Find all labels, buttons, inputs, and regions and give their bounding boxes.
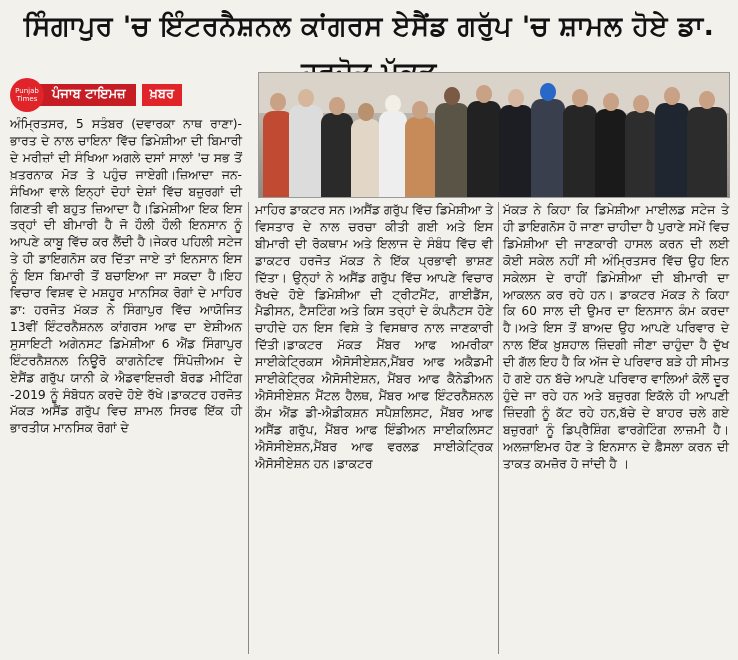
article-column-2: ਮਾਹਿਰ ਡਾਕਟਰ ਸਨ।ਅਸੈਂਡ ਗਰੁੱਪ ਵਿੱਚ ਡਿਮੇਸ਼ੀਆ ਤੇ ਵਿਸਤਾਰ ਦੇ ਨਾਲ ਚਰਚਾ ਕੀਤੀ ਗਈ ਅਤੇ ਇਸ ਬੀਮਾਰੀ ਦੀ ਰੋਕਥਾਮ ਅਤੇ ਇਲਾਜ ਦੇ ਸੰਬੰਧ ਵਿੱਚ ਵੀ ਡਾਕਟਰ ਹਰਜੋਤ ਮੱਕੜ ਨੇ ਇੱਕ ਪ੍ਰਭਾਵੀ ਭਾਸ਼ਣ ਦਿੱਤਾ। ਉਨ੍ਹਾਂ ਨੇ ਅਸੈਂਡ ਗਰੁੱਪ ਵਿੱਚ ਆਪਣੇ ਵਿਚਾਰ ਰੱਖਦੇ ਹੋਏ ਡਿਮੇਸ਼ੀਆ ਦੀ ਟ੍ਰੀਟਮੈਂਟ, ਗਾਈਡੈਂਸ, ਮੈਡੀਸਨ, ਟੈਸਟਿੰਗ ਅਤੇ ਕਿਸ ਤਰ੍ਹਾਂ ਦੇ ਕੰਪਨੈਟਸ ਹੋਣੇ ਚਾਹੀਦੇ ਹਨ ਇਸ ਵਿਸ਼ੇ ਤੇ ਵਿਸਥਾਰ ਨਾਲ ਜਾਣਕਾਰੀ ਦਿੱਤੀ।ਡਾਕਟਰ ਮੱਕੜ ਮੈਂਬਰ ਆਫ ਅਮਰੀਕਾ ਸਾਈਕੇਟ੍ਰਿਕਸ ਐਸੋਸੀਏਸ਼ਨ,ਮੈਂਬਰ ਆਫ ਅਕੈਡਮੀ ਸਾਈਕੇਟ੍ਰਿਕ ਐਸੋਸੀਏਸ਼ਨ, ਮੈਂਬਰ ਆਫ ਕੈਨੇਡੀਅਨ ਐਸੋਸੀਏਸ਼ਨ ਮੈਂਟਲ ਹੈਲਥ, ਮੈਂਬਰ ਆਫ ਇੰਟਰਨੈਸ਼ਨਲ ਕੌਮ ਐਂਡ ਡੀ-ਐਡੀਕਸ਼ਨ ਸਪੈਸ਼ਲਿਸਟ, ਮੈਂਬਰ ਆਫ ਅਸੈਂਡ ਗਰੁੱਪ, ਮੈਂਬਰ ਆਫ ਇੰਡੀਅਨ ਸਾਈਕਲਿਸਟ ਐਸੋਸੀਏਸ਼ਨ,ਮੈਂਬਰ ਆਫ ਵਰਲਡ ਸਾਈਕੇਟ੍ਰਿਕ ਐਸੋਸੀਏਸ਼ਨ ਹਨ।ਡਾਕਟਰ — [255, 203, 493, 471]
group-photo — [258, 72, 730, 198]
page-title: ਸਿੰਗਾਪੁਰ 'ਚ ਇੰਟਰਨੈਸ਼ਨਲ ਕਾਂਗਰਸ ਏਸੈਂਡ ਗਰੁੱਪ 'ਚ ਸ਼ਾਮਲ ਹੋਏ ਡਾ. — [23, 11, 715, 42]
section-badge: ਖ਼ਬਰ — [142, 84, 182, 106]
masthead — [10, 78, 236, 112]
article-column-1: ਅੰਮ੍ਰਿਤਸਰ, 5 ਸਤੰਬਰ (ਦਵਾਰਕਾ ਨਾਥ ਰਾਣਾ)-ਭਾਰਤ ਦੇ ਨਾਲ ਚਾਇਨਾ ਵਿੱਚ ਡਿਮੇਸ਼ੀਆ ਦੀ ਬਿਮਾਰੀ ਦੇ ਮਰੀਜ਼ਾਂ ਦੀ ਸੰਖਿਆ ਅਗਲੇ ਦਸਾਂ ਸਾਲਾਂ 'ਚ ਸਭ ਤੋਂ ਖ਼ਤਰਨਾਕ ਮੋੜ ਤੇ ਪਹੁੰਚ ਜਾਏਗੀ।ਜ਼ਿਆਦਾ ਜਨ-ਸੰਖਿਆ ਵਾਲੇ ਇਨ੍ਹਾਂ ਦੋਹਾਂ ਦੇਸ਼ਾਂ ਵਿੱਚ ਬਜ਼ੁਰਗਾਂ ਦੀ ਗਿਣਤੀ ਵੀ ਬਹੁਤ ਜ਼ਿਆਦਾ ਹੈ।ਡਿਮੇਸ਼ੀਆ ਇਕ ਇਸ ਤਰ੍ਹਾਂ ਦੀ ਬੀਮਾਰੀ ਹੈ ਜੋ ਹੌਲੀ ਹੌਲੀ ਇਨਸਾਨ ਨੂੰ ਆਪਣੇ ਕਾਬੂ ਵਿੱਚ ਕਰ ਲੈਂਦੀ ਹੈ।ਜੇਕਰ ਪਹਿਲੀ ਸਟੇਜ ਤੇ ਹੀ ਡਾਇਗਨੋਸ ਕਰ ਦਿੱਤਾ ਜਾਏ ਤਾਂ ਇਨਸਾਨ ਇਸ ਨੂੰ ਇਸ ਬਿਮਾਰੀ ਤੋਂ ਬਚਾਇਆ ਜਾ ਸਕਦਾ ਹੈ।ਇਹ ਵਿਚਾਰ ਵਿਸ਼ਵ ਦੇ ਮਸ਼ਹੂਰ ਮਾਨਸਿਕ ਰੋਗਾਂ ਦੇ ਮਾਹਿਰ ਡਾ: ਹਰਜੋਤ ਮੱਕੜ ਨੇ ਸਿੰਗਾਪੁਰ ਵਿੱਚ ਆਯੋਜਿਤ 13ਵੀਂ ਇੰਟਰਨੈਸ਼ਨਲ ਕਾਂਗਰਸ ਆਫ ਦਾ ਏਸ਼ੀਅਨ ਸੁਸਾਇਟੀ ਅਗੇਨਸਟ ਡਿਮੇਸ਼ੀਆ 6 ਐਂਡ ਸਿੰਗਾਪੁਰ ਇੰਟਰਨੈਸ਼ਨਲ ਨਿਊਰੋ ਕਾਗਨੇਟਿਵ ਸਿੰਪੋਜ਼ੀਅਮ ਦੇ ਏਸੈਂਡ ਗਰੁੱਪ ਯਾਨੀ ਕੇ ਐਡਵਾਇਜ਼ਰੀ ਬੋਰਡ ਮੀਟਿੰਗ -2019 ਨੂੰ ਸੰਬੋਧਨ ਕਰਦੇ ਹੋਏ ਰੱਖੇ।ਡਾਕਟਰ ਹਰਜੋਤ ਮੱਕੜ ਅਸੈਂਡ ਗਰੁੱਪ ਵਿਚ ਸ਼ਾਮਲ ਸਿਰਫ ਇੱਕ ਹੀ ਭਾਰਤੀਯ ਮਾਨਸਿਕ ਰੋਗਾਂ ਦੇ — [10, 117, 242, 436]
column-divider — [248, 202, 249, 654]
column-divider — [498, 202, 499, 654]
article-column-3: ਮੱਕੜ ਨੇ ਕਿਹਾ ਕਿ ਡਿਮੇਸ਼ੀਆ ਮਾਈਲਡ ਸਟੇਜ ਤੇ ਹੀ ਡਾਇਗਨੋਸ ਹੋ ਜਾਣਾ ਚਾਹੀਦਾ ਹੈ ਪੁਰਾਣੇ ਸਮੇਂ ਵਿਚ ਡਿਮੇਸ਼ੀਆ ਦੀ ਜਾਣਕਾਰੀ ਹਾਸਲ ਕਰਨ ਦੀ ਲਈ ਕੋਈ ਸਕੇਲ ਨਹੀਂ ਸੀ ਅੰਮ੍ਰਿਤਸਰ ਵਿੱਚ ਉਹ ਇਨ ਸਕੇਲਸ ਦੇ ਰਾਹੀਂ ਡਿਮੇਸ਼ੀਆ ਦੀ ਬੀਮਾਰੀ ਦਾ ਆਕਲਨ ਕਰ ਰਹੇ ਹਨ। ਡਾਕਟਰ ਮੱਕੜ ਨੇ ਕਿਹਾ ਕਿ 60 ਸਾਲ ਦੀ ਉਮਰ ਦਾ ਇਨਸਾਨ ਕੰਮ ਕਰਦਾ ਹੈ।ਅਤੇ ਇਸ ਤੋਂ ਬਾਅਦ ਉਹ ਆਪਣੇ ਪਰਿਵਾਰ ਦੇ ਨਾਲ ਇੱਕ ਖ਼ੁਸ਼ਹਾਲ ਜ਼ਿੰਦਗੀ ਜੀਣਾ ਚਾਹੁੰਦਾ ਹੈ ਦੁੱਖ ਦੀ ਗੱਲ ਇਹ ਹੈ ਕਿ ਅੱਜ ਦੇ ਪਰਿਵਾਰ ਬੜੇ ਹੀ ਸੀਮਤ ਹੋ ਗਏ ਹਨ ਬੱਚੇ ਆਪਣੇ ਪਰਿਵਾਰ ਵਾਲਿਆਂ ਕੋਲੋਂ ਦੂਰ ਹੁੰਦੇ ਜਾ ਰਹੇ ਹਨ ਅਤੇ ਬਜ਼ੁਰਗ ਇਕੱਲੇ ਹੀ ਆਪਣੀ ਜ਼ਿੰਦਗੀ ਨੂੰ ਕੱਟ ਰਹੇ ਹਨ,ਬੱਚੇ ਦੇ ਬਾਹਰ ਚਲੇ ਗਏ ਬਜ਼ੁਰਗਾਂ ਨੂੰ ਡਿਪ੍ਰੈਸ਼ਿੰਗ ਫਾਰਗੇਟਿੰਗ ਲਾਜ਼ਮੀ ਹੈ।ਅਲਜ਼ਾਇਮਰ ਹੋਣ ਤੇ ਇਨਸਾਨ ਦੇ ਫ਼ੈਸਲਾ ਕਰਨ ਦੀ ਤਾਕਤ ਕਮਜ਼ੋਰ ਹੋ ਜਾਂਦੀ ਹੈ । — [503, 203, 729, 471]
newspaper-name: ਪੰਜਾਬ ਟਾਇਮਜ਼ — [40, 84, 136, 106]
logo: Punjab Times — [10, 78, 44, 112]
